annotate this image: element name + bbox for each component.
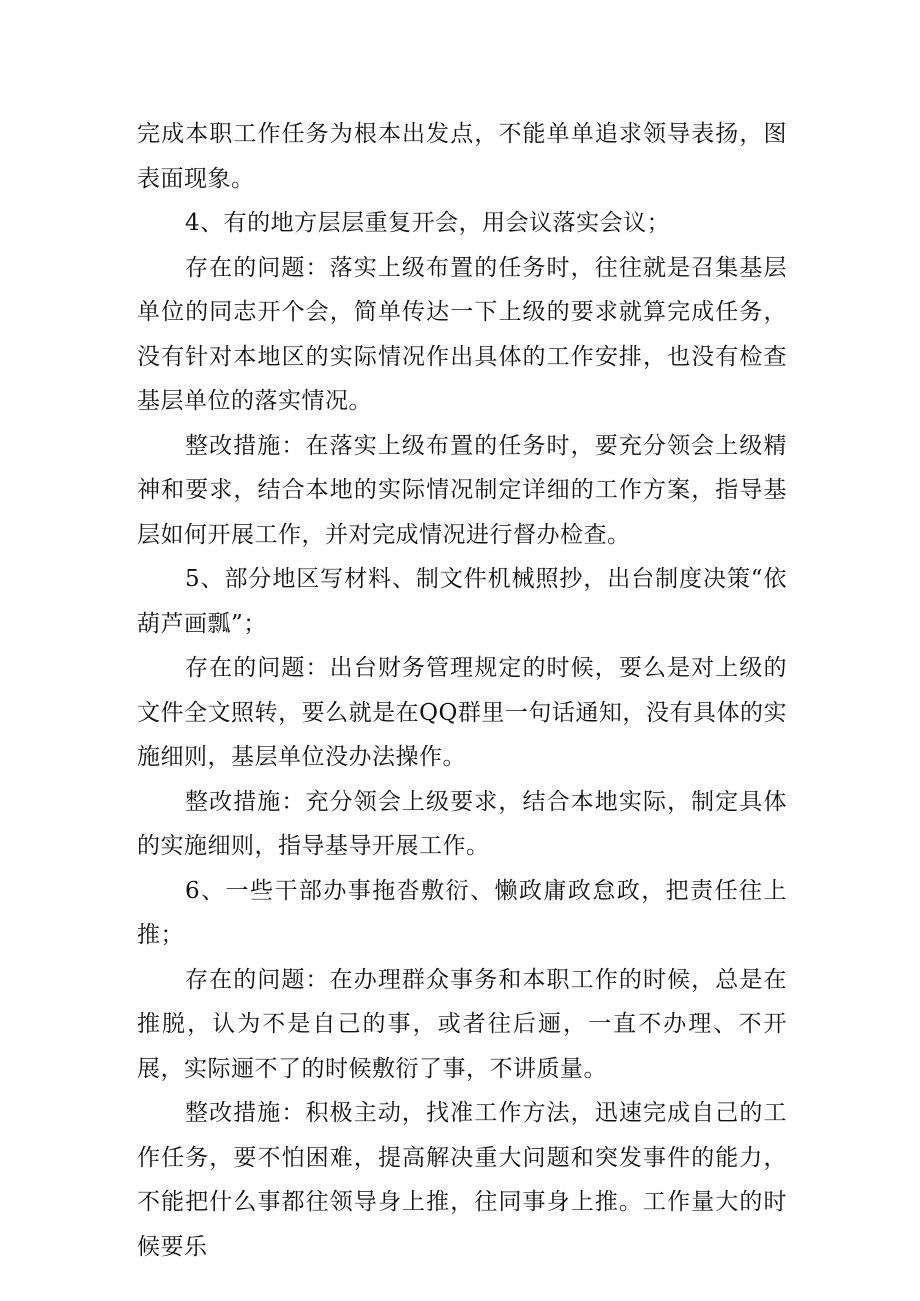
paragraph-problem-4: 存在的问题：落实上级布置的任务时，往往就是召集基层单位的同志开个会，简单传达一下上级的要求就算完成任务，没有针对本地区的实际情况作出具体的工作安排，也没有检查基层单位的落实情况。 [137,254,787,414]
paragraph-item-6: 6、一些干部办事拖沓敷衍、懒政庸政怠政，把责任往上推； [137,877,787,948]
paragraph-problem-5: 存在的问题：出台财务管理规定的时候，要么是对上级的文件全文照转，要么就是在QQ群里一句话通知，没有具体的实施细则，基层单位没办法操作。 [137,655,787,770]
paragraph-continuation: 完成本职工作任务为根本出发点，不能单单追求领导表扬，图表面现象。 [137,121,787,192]
paragraph-item-5: 5、部分地区写材料、制文件机械照抄，出台制度决策“依葫芦画瓢”； [137,566,787,637]
document-body [137,112,787,1269]
paragraph-measure-6: 整改措施：积极主动，找准工作方法，迅速完成自己的工作任务，要不怕困难，提高解决重大问题和突发事件的能力，不能把什么事都往领导身上推，往同事身上推。工作量大的时候要乐 [137,1100,787,1260]
paragraph-item-4: 4、有的地方层层重复开会，用会议落实会议； [185,210,671,236]
paragraph-measure-5: 整改措施：充分领会上级要求，结合本地实际，制定具体的实施细则，指导基导开展工作。 [137,788,787,859]
paragraph-measure-4: 整改措施：在落实上级布置的任务时，要充分领会上级精神和要求，结合本地的实际情况制定详细的工作方案，指导基层如何开展工作，并对完成情况进行督办检查。 [137,432,787,548]
paragraph-problem-6: 存在的问题：在办理群众事务和本职工作的时候，总是在推脱，认为不是自己的事，或者往后逦，一直不办理、不开展，实际逦不了的时候敷衍了事，不讲质量。 [137,966,787,1082]
